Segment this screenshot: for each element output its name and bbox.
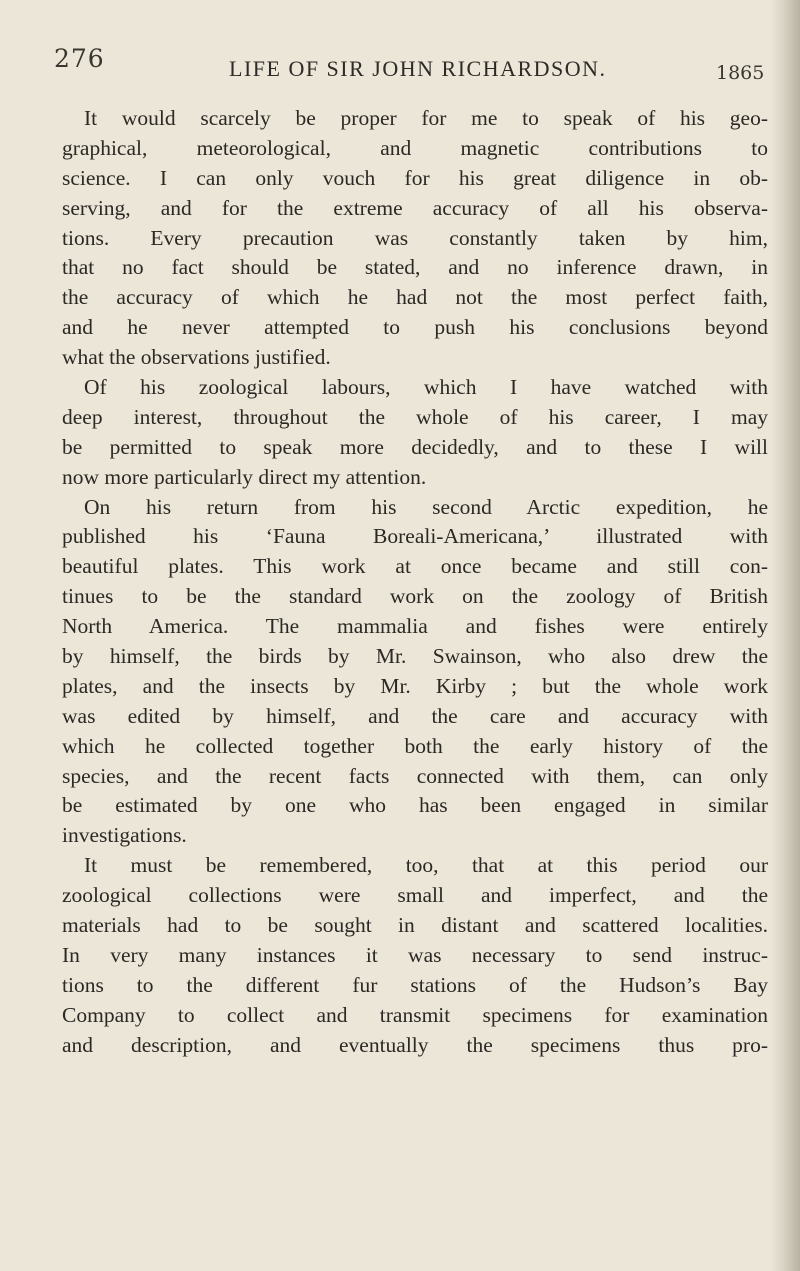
text-line: published his ‘Fauna Boreali-Americana,’ illustrated with	[62, 524, 768, 549]
text-line: be permitted to speak more decidedly, and to these I will	[62, 434, 768, 459]
body-text	[62, 104, 768, 1061]
text-line: tions to the different fur stations of the Hudson’s Bay	[62, 972, 768, 997]
text-line: plates, and the insects by Mr. Kirby ; but the whole work	[62, 673, 768, 698]
text-line: zoological collections were small and imperfect, and the	[62, 883, 768, 908]
text-line: materials had to be sought in distant and scattered localities.	[62, 913, 768, 938]
text-line: by himself, the birds by Mr. Swainson, who also drew the	[62, 644, 768, 669]
text-line: graphical, meteorological, and magnetic contributions to	[62, 135, 768, 160]
text-line: Company to collect and transmit specimens for examination	[62, 1002, 768, 1027]
text-line: In very many instances it was necessary to send instruc-	[62, 942, 768, 967]
text-line: It would scarcely be proper for me to speak of his geo-	[84, 106, 768, 130]
text-line: tions. Every precaution was constantly taken by him,	[62, 225, 768, 250]
text-line: which he collected together both the early history of the	[62, 733, 768, 758]
page-header	[54, 44, 770, 84]
text-line: serving, and for the extreme accuracy of all his observa-	[62, 195, 768, 220]
text-line: deep interest, throughout the whole of his career, I may	[62, 404, 768, 429]
text-line: that no fact should be stated, and no inference drawn, in	[62, 255, 768, 280]
text-line: investigations.	[62, 823, 187, 848]
text-line: and description, and eventually the specimens thus pro-	[62, 1032, 768, 1057]
text-line: Of his zoological labours, which I have watched with	[84, 375, 768, 400]
text-line: what the observations justified.	[62, 345, 331, 370]
text-line: be estimated by one who has been engaged in similar	[62, 793, 768, 818]
text-line: tinues to be the standard work on the zoology of British	[62, 584, 768, 609]
text-line: North America. The mammalia and fishes were entirely	[62, 614, 768, 639]
text-line: On his return from his second Arctic expedition, he	[84, 494, 768, 519]
text-line: the accuracy of which he had not the most perfect faith,	[62, 285, 768, 310]
running-title: LIFE OF SIR JOHN RICHARDSON.	[229, 56, 607, 81]
text-line: now more particularly direct my attention.	[62, 464, 427, 489]
text-line: It must be remembered, too, that at this period our	[84, 853, 768, 878]
text-line: species, and the recent facts connected with them, can only	[62, 763, 768, 788]
text-line: was edited by himself, and the care and accuracy with	[62, 703, 768, 728]
text-line: beautiful plates. This work at once became and still con-	[62, 554, 768, 579]
page-number: 276	[54, 44, 105, 73]
header-year: 1865	[716, 62, 765, 84]
text-line: and he never attempted to push his conclusions beyond	[62, 315, 768, 340]
text-line: science. I can only vouch for his great diligence in ob-	[62, 165, 768, 190]
